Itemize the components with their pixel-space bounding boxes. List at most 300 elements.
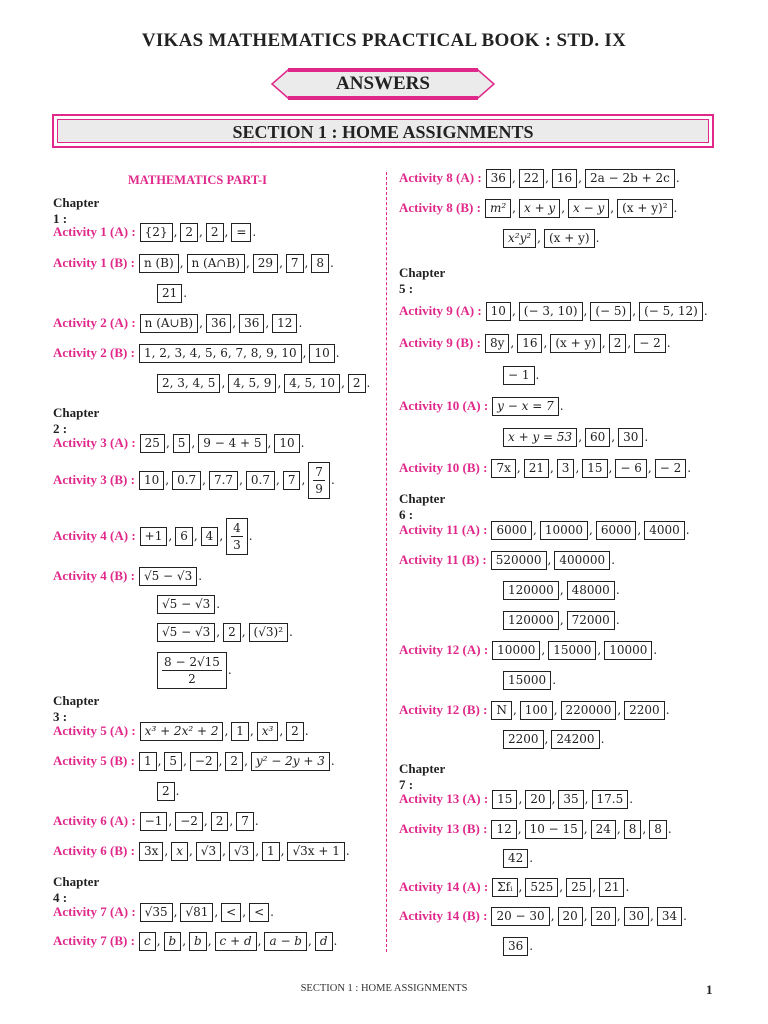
activity-label: Activity 10 (A) : bbox=[399, 398, 489, 413]
separator: . bbox=[345, 844, 350, 858]
activity-label: Activity 6 (A) : bbox=[53, 813, 136, 828]
separator: , bbox=[207, 934, 212, 948]
answer-box: 8 bbox=[311, 254, 329, 273]
activity-label: Activity 9 (B) : bbox=[399, 335, 481, 350]
answer-box: 30 bbox=[624, 907, 649, 926]
separator: , bbox=[559, 880, 564, 894]
separator: , bbox=[265, 316, 270, 330]
answer-box: √3 bbox=[229, 842, 254, 861]
answer-box: 36 bbox=[486, 169, 511, 188]
separator: . bbox=[330, 754, 335, 768]
page-number: 1 bbox=[706, 982, 713, 997]
answer-box: 35 bbox=[558, 790, 583, 809]
answer-box: 42 bbox=[503, 849, 528, 868]
answer-box: 2 bbox=[609, 334, 627, 353]
answer-box: < bbox=[221, 903, 241, 922]
answer-box: a − b bbox=[264, 932, 307, 951]
separator: , bbox=[608, 461, 613, 475]
part-title: MATHEMATICS PART-I bbox=[128, 173, 268, 187]
activity-label: Activity 5 (B) : bbox=[53, 753, 135, 768]
answer-box: 2 bbox=[223, 623, 241, 642]
answer-box: 1 bbox=[139, 752, 157, 771]
answer-box: 6000 bbox=[491, 521, 532, 540]
fraction-denominator: 2 bbox=[188, 671, 196, 686]
activity-label: Activity 12 (B) : bbox=[399, 702, 488, 717]
activity-label: Activity 3 (A) : bbox=[53, 435, 136, 450]
answer-row bbox=[157, 593, 223, 615]
answer-box: 8 bbox=[624, 820, 642, 839]
separator: , bbox=[510, 336, 515, 350]
answer-box: 60 bbox=[585, 428, 610, 447]
answer-box: x³ + 2x² + 2 bbox=[140, 722, 224, 741]
answer-box: 120000 bbox=[503, 611, 559, 630]
answer-box: 525 bbox=[525, 878, 558, 897]
separator: , bbox=[193, 529, 198, 543]
separator: , bbox=[182, 934, 187, 948]
answer-row bbox=[399, 300, 711, 322]
separator: , bbox=[616, 909, 621, 923]
activity-label: Activity 1 (A) : bbox=[53, 224, 136, 239]
answer-box: 7.7 bbox=[209, 471, 238, 490]
answer-row bbox=[399, 639, 660, 661]
separator: , bbox=[511, 304, 516, 318]
answer-box: x − y bbox=[568, 199, 609, 218]
answer-box: − 6 bbox=[615, 459, 647, 478]
answer-box: 34 bbox=[657, 907, 682, 926]
answer-box: − 2 bbox=[655, 459, 687, 478]
answer-box: 17.5 bbox=[592, 790, 629, 809]
answer-box: m² bbox=[485, 199, 511, 218]
answer-row bbox=[53, 458, 338, 502]
separator: , bbox=[173, 905, 178, 919]
separator: , bbox=[179, 256, 184, 270]
separator: . bbox=[687, 461, 692, 475]
answer-box: − 1 bbox=[503, 366, 535, 385]
activity-label: Activity 8 (A) : bbox=[399, 170, 482, 185]
chapter-heading: Chapter 1 : bbox=[53, 195, 99, 226]
separator: , bbox=[242, 905, 247, 919]
answer-box: 24200 bbox=[551, 730, 599, 749]
separator: . bbox=[529, 851, 534, 865]
answer-box: (− 5) bbox=[590, 302, 631, 321]
answer-box: 22 bbox=[519, 169, 544, 188]
separator: , bbox=[203, 814, 208, 828]
answer-box: 100 bbox=[520, 701, 553, 720]
answer-row bbox=[503, 609, 623, 631]
separator: , bbox=[544, 732, 549, 746]
separator: , bbox=[241, 625, 246, 639]
separator: , bbox=[559, 613, 564, 627]
separator: , bbox=[517, 822, 522, 836]
answer-box: 7 bbox=[236, 812, 254, 831]
answer-box: 21 bbox=[599, 878, 624, 897]
separator: . bbox=[625, 880, 630, 894]
separator: , bbox=[575, 461, 580, 475]
separator: . bbox=[675, 171, 680, 185]
answers-banner bbox=[270, 68, 496, 100]
chapter-heading: Chapter 3 : bbox=[53, 693, 99, 724]
activity-label: Activity 12 (A) : bbox=[399, 642, 489, 657]
answer-box: 20 bbox=[558, 907, 583, 926]
separator: . bbox=[666, 336, 671, 350]
answer-box: 2 bbox=[206, 223, 224, 242]
separator: , bbox=[267, 436, 272, 450]
separator: , bbox=[164, 844, 169, 858]
separator: . bbox=[673, 201, 678, 215]
answer-row bbox=[157, 621, 296, 643]
separator: . bbox=[300, 436, 305, 450]
separator: , bbox=[592, 880, 597, 894]
answer-box: x³ bbox=[257, 722, 279, 741]
answer-box: x²y² bbox=[503, 229, 536, 248]
fraction-numerator: 4 bbox=[233, 520, 241, 535]
answer-box: x + y = 53 bbox=[503, 428, 577, 447]
answer-box: 5 bbox=[164, 752, 182, 771]
answer-box: √3 bbox=[196, 842, 221, 861]
separator: , bbox=[541, 643, 546, 657]
separator: , bbox=[232, 316, 237, 330]
answer-row bbox=[399, 905, 690, 927]
separator: , bbox=[302, 346, 307, 360]
separator: . bbox=[703, 304, 708, 318]
answer-row bbox=[157, 282, 190, 304]
separator: , bbox=[533, 523, 537, 537]
answer-row bbox=[53, 901, 277, 923]
answer-box: 2 bbox=[286, 722, 304, 741]
answer-box: 1 bbox=[262, 842, 280, 861]
answer-row bbox=[157, 780, 182, 802]
separator: . bbox=[289, 625, 293, 639]
answer-box: n (A∩B) bbox=[187, 254, 245, 273]
answer-box: 0.7 bbox=[172, 471, 201, 490]
separator: , bbox=[583, 909, 588, 923]
answer-box: < bbox=[249, 903, 269, 922]
answer-box: 16 bbox=[552, 169, 577, 188]
answer-box: 220000 bbox=[561, 701, 617, 720]
answer-box: 36 bbox=[206, 314, 231, 333]
separator: . bbox=[252, 225, 257, 239]
separator: , bbox=[245, 256, 250, 270]
separator: , bbox=[583, 304, 588, 318]
answer-box: 2200 bbox=[624, 701, 665, 720]
answer-row bbox=[503, 579, 623, 601]
answer-box: √35 bbox=[140, 903, 173, 922]
separator: . bbox=[183, 286, 188, 300]
separator: , bbox=[547, 553, 552, 567]
section-heading-box bbox=[52, 114, 714, 148]
activity-label: Activity 3 (B) : bbox=[53, 472, 135, 487]
separator: , bbox=[627, 336, 632, 350]
separator: , bbox=[280, 844, 285, 858]
answer-row bbox=[53, 312, 305, 334]
separator: , bbox=[559, 583, 564, 597]
answer-box: 400000 bbox=[554, 551, 610, 570]
separator: , bbox=[550, 909, 555, 923]
separator: , bbox=[304, 256, 309, 270]
answer-row bbox=[53, 252, 337, 274]
activity-label: Activity 13 (B) : bbox=[399, 821, 488, 836]
answer-box: 72000 bbox=[567, 611, 615, 630]
answer-box: √3x + 1 bbox=[287, 842, 344, 861]
separator: . bbox=[175, 784, 180, 798]
answer-row bbox=[53, 342, 343, 364]
answer-box: +1 bbox=[140, 527, 168, 546]
separator: , bbox=[545, 171, 549, 185]
separator: , bbox=[168, 529, 173, 543]
answer-row bbox=[399, 699, 673, 721]
answer-box: x bbox=[171, 842, 188, 861]
separator: , bbox=[249, 724, 254, 738]
answer-box: 4, 5, 9 bbox=[228, 374, 276, 393]
separator: . bbox=[330, 473, 335, 487]
separator: , bbox=[617, 703, 622, 717]
separator: , bbox=[616, 822, 621, 836]
answer-box: 20 bbox=[525, 790, 550, 809]
answer-row bbox=[53, 565, 205, 587]
answer-box: n (A∪B) bbox=[140, 314, 198, 333]
activity-label: Activity 1 (B) : bbox=[53, 255, 135, 270]
fraction-box bbox=[308, 462, 330, 499]
answer-box: 1 bbox=[231, 722, 249, 741]
answer-box: 12 bbox=[272, 314, 297, 333]
answer-box: 15000 bbox=[548, 641, 596, 660]
answer-box: 3 bbox=[557, 459, 575, 478]
answer-row bbox=[503, 426, 651, 448]
separator: . bbox=[595, 231, 600, 245]
chapter-heading: Chapter 7 : bbox=[399, 761, 445, 792]
separator: , bbox=[276, 473, 280, 487]
answer-box: 10000 bbox=[492, 641, 540, 660]
separator: , bbox=[221, 376, 226, 390]
separator: . bbox=[615, 613, 620, 627]
answer-row bbox=[53, 221, 259, 243]
answer-box: 1, 2, 3, 4, 5, 6, 7, 8, 9, 10 bbox=[139, 344, 302, 363]
answer-box: 10 − 15 bbox=[525, 820, 583, 839]
answer-box: 120000 bbox=[503, 581, 559, 600]
separator: , bbox=[597, 643, 602, 657]
answer-box: 10 bbox=[309, 344, 334, 363]
answer-box: 520000 bbox=[491, 551, 547, 570]
separator: . bbox=[600, 732, 605, 746]
answer-box: 2a − 2b + 2c bbox=[585, 169, 675, 188]
separator: , bbox=[239, 473, 243, 487]
separator: , bbox=[199, 225, 203, 239]
separator: , bbox=[512, 201, 516, 215]
answer-row bbox=[53, 720, 312, 742]
answer-row bbox=[53, 514, 256, 558]
fraction-numerator: 8 − 2√15 bbox=[164, 654, 220, 669]
separator: . bbox=[665, 703, 670, 717]
answer-box: 25 bbox=[566, 878, 591, 897]
separator: , bbox=[255, 844, 260, 858]
separator: . bbox=[683, 909, 687, 923]
activity-label: Activity 8 (B) : bbox=[399, 200, 481, 215]
separator: , bbox=[601, 336, 606, 350]
answer-box: 2 bbox=[211, 812, 229, 831]
answer-box: 4000 bbox=[644, 521, 685, 540]
answer-box: 21 bbox=[157, 284, 182, 303]
fraction-numerator: 7 bbox=[315, 464, 323, 479]
separator: , bbox=[218, 754, 223, 768]
separator: , bbox=[156, 934, 161, 948]
answer-row bbox=[157, 648, 235, 692]
answer-row bbox=[503, 847, 536, 869]
answer-box: √5 − √3 bbox=[157, 623, 215, 642]
answer-row bbox=[503, 669, 559, 691]
answer-row bbox=[503, 728, 607, 750]
separator: , bbox=[610, 201, 615, 215]
separator: , bbox=[341, 376, 345, 390]
separator: , bbox=[157, 754, 162, 768]
answer-box: 8y bbox=[485, 334, 509, 353]
separator: , bbox=[584, 792, 589, 806]
footer-text: SECTION 1 : HOME ASSIGNMENTS bbox=[300, 983, 468, 994]
answer-box: 20 bbox=[591, 907, 616, 926]
separator: , bbox=[549, 461, 554, 475]
activity-label: Activity 4 (A) : bbox=[53, 528, 136, 543]
separator: . bbox=[330, 256, 334, 270]
separator: , bbox=[173, 225, 178, 239]
answer-box: c bbox=[139, 932, 156, 951]
separator: , bbox=[308, 934, 312, 948]
answer-box: x + y bbox=[519, 199, 560, 218]
answer-row bbox=[503, 227, 602, 249]
answer-box: 2, 3, 4, 5 bbox=[157, 374, 220, 393]
answers-heading: ANSWERS bbox=[336, 73, 430, 94]
fraction-box bbox=[226, 518, 248, 555]
answer-box: √5 − √3 bbox=[157, 595, 215, 614]
answer-row bbox=[399, 876, 632, 898]
separator: , bbox=[168, 814, 173, 828]
activity-label: Activity 7 (B) : bbox=[53, 933, 135, 948]
answer-box: {2} bbox=[140, 223, 173, 242]
separator: , bbox=[277, 376, 282, 390]
activity-label: Activity 6 (B) : bbox=[53, 843, 135, 858]
separator: . bbox=[615, 583, 620, 597]
separator: , bbox=[650, 909, 654, 923]
answer-box: c + d bbox=[215, 932, 257, 951]
answer-box: 5 bbox=[173, 434, 191, 453]
separator: , bbox=[518, 880, 523, 894]
separator: . bbox=[629, 792, 634, 806]
answer-box: d bbox=[315, 932, 333, 951]
separator: , bbox=[214, 905, 219, 919]
separator: . bbox=[198, 569, 203, 583]
activity-label: Activity 11 (A) : bbox=[399, 522, 488, 537]
answer-row bbox=[503, 364, 542, 386]
separator: . bbox=[216, 597, 221, 611]
separator: , bbox=[191, 436, 196, 450]
chapter-heading: Chapter 4 : bbox=[53, 874, 99, 905]
answer-box: 15 bbox=[582, 459, 607, 478]
separator: , bbox=[512, 703, 517, 717]
answer-box: 36 bbox=[239, 314, 264, 333]
separator: . bbox=[685, 523, 690, 537]
answer-box: 4, 5, 10 bbox=[284, 374, 340, 393]
separator: , bbox=[165, 473, 170, 487]
answer-row bbox=[53, 840, 353, 862]
separator: , bbox=[301, 473, 306, 487]
separator: , bbox=[257, 934, 262, 948]
answer-row bbox=[53, 750, 338, 772]
answer-row bbox=[399, 332, 674, 354]
separator: . bbox=[270, 905, 274, 919]
answer-box: 10 bbox=[486, 302, 511, 321]
answer-box: 4 bbox=[201, 527, 219, 546]
answer-box: 2 bbox=[157, 782, 175, 801]
separator: , bbox=[537, 231, 541, 245]
answer-row bbox=[399, 395, 567, 417]
separator: . bbox=[552, 673, 557, 687]
answer-box: 20 − 30 bbox=[491, 907, 549, 926]
chapter-heading: Chapter 5 : bbox=[399, 265, 445, 296]
answer-box: Σfᵢ bbox=[492, 878, 517, 897]
separator: . bbox=[366, 376, 371, 390]
separator: . bbox=[644, 430, 649, 444]
answer-box: 29 bbox=[253, 254, 278, 273]
separator: . bbox=[535, 368, 540, 382]
separator: , bbox=[224, 724, 229, 738]
answer-box: 7 bbox=[283, 471, 301, 490]
answer-box: (x + y) bbox=[544, 229, 595, 248]
activity-label: Activity 9 (A) : bbox=[399, 303, 482, 318]
answer-row bbox=[399, 818, 675, 840]
answer-box: y² − 2y + 3 bbox=[251, 752, 330, 771]
answer-box: −1 bbox=[140, 812, 168, 831]
answer-box: (− 5, 12) bbox=[639, 302, 703, 321]
chapter-heading: Chapter 2 : bbox=[53, 405, 99, 436]
fraction-denominator: 9 bbox=[315, 481, 323, 496]
answer-box: 8 bbox=[649, 820, 667, 839]
answer-box: −2 bbox=[190, 752, 218, 771]
separator: , bbox=[188, 844, 193, 858]
column-divider bbox=[386, 172, 387, 952]
answer-row bbox=[53, 930, 340, 952]
separator: . bbox=[298, 316, 303, 330]
answer-box: 6000 bbox=[596, 521, 637, 540]
separator: , bbox=[578, 171, 582, 185]
answer-box: b bbox=[164, 932, 182, 951]
separator: , bbox=[642, 822, 647, 836]
activity-label: Activity 7 (A) : bbox=[53, 904, 136, 919]
answer-box: 7x bbox=[491, 459, 515, 478]
separator: , bbox=[511, 171, 516, 185]
answer-box: n (B) bbox=[139, 254, 179, 273]
answer-row bbox=[399, 788, 636, 810]
fraction-denominator: 3 bbox=[233, 537, 241, 552]
separator: , bbox=[224, 225, 229, 239]
separator: , bbox=[183, 754, 187, 768]
separator: , bbox=[279, 256, 283, 270]
activity-label: Activity 5 (A) : bbox=[53, 723, 136, 738]
separator: . bbox=[335, 346, 340, 360]
separator: , bbox=[551, 792, 556, 806]
separator: , bbox=[553, 703, 558, 717]
separator: . bbox=[529, 939, 534, 953]
answer-box: 2 bbox=[225, 752, 243, 771]
book-title: VIKAS MATHEMATICS PRACTICAL BOOK : STD. IX bbox=[141, 30, 627, 51]
answer-box: 10 bbox=[274, 434, 299, 453]
activity-label: Activity 14 (A) : bbox=[399, 879, 489, 894]
answer-row bbox=[399, 519, 693, 541]
answer-box: (− 3, 10) bbox=[519, 302, 583, 321]
answer-box: 12 bbox=[491, 820, 516, 839]
activity-label: Activity 4 (B) : bbox=[53, 568, 135, 583]
answer-box: N bbox=[491, 701, 512, 720]
answer-row bbox=[399, 457, 694, 479]
separator: , bbox=[165, 436, 170, 450]
answer-box: √5 − √3 bbox=[139, 567, 197, 586]
